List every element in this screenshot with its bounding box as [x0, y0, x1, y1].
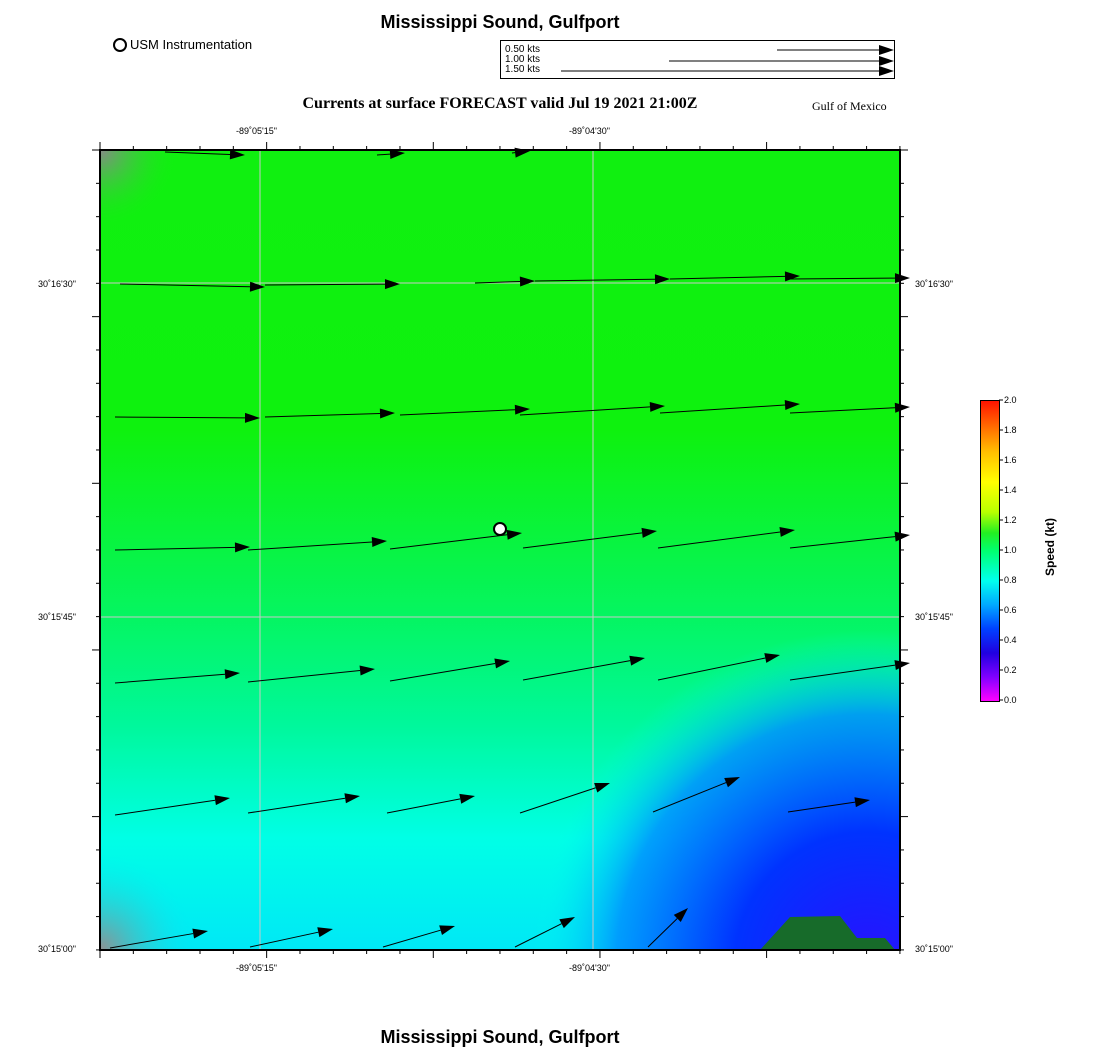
- current-vector-head-1-5: [895, 273, 910, 283]
- cb-label-0: 2.0: [1004, 395, 1017, 405]
- cb-label-9: 0.2: [1004, 665, 1017, 675]
- region-label: Gulf of Mexico: [812, 99, 887, 113]
- cb-label-2: 1.6: [1004, 455, 1017, 465]
- lon-tick-top-1: -89˚04'30": [569, 126, 610, 136]
- cb-label-1: 1.8: [1004, 425, 1017, 435]
- cb-label-4: 1.2: [1004, 515, 1017, 525]
- scale-arrowhead-1: [879, 56, 894, 66]
- scale-label-2: 1.50 kts: [505, 64, 541, 75]
- lat-tick-right-0: 30˚16'30": [915, 279, 953, 289]
- footer-title: Mississippi Sound, Gulfport: [380, 1027, 620, 1047]
- cb-label-3: 1.4: [1004, 485, 1017, 495]
- colorbar-title: Speed (kt): [1043, 518, 1057, 577]
- current-map: [90, 140, 912, 962]
- current-vector-head-4-5: [894, 660, 910, 670]
- scale-label-1: 1.00 kts: [505, 54, 541, 65]
- current-vector-head-2-5: [895, 403, 910, 413]
- corner-shade-bottom-left: [100, 150, 900, 950]
- current-vector-head-3-5: [895, 532, 910, 542]
- scale-arrowhead-0: [879, 45, 894, 55]
- lat-tick-left-0: 30˚16'30": [38, 279, 76, 289]
- forecast-subtitle: Currents at surface FORECAST valid Jul 19 2021 21:00Z: [302, 95, 698, 112]
- cb-label-7: 0.6: [1004, 605, 1017, 615]
- station-circle-icon: [113, 38, 127, 52]
- map-title: Mississippi Sound, Gulfport: [380, 12, 620, 32]
- lat-tick-right-1: 30˚15'45": [915, 612, 953, 622]
- scale-arrowhead-2: [879, 66, 894, 76]
- lat-tick-left-2: 30˚15'00": [38, 944, 76, 954]
- station-legend: [113, 37, 252, 52]
- scale-label-0: 0.50 kts: [505, 44, 541, 55]
- usm-station-marker[interactable]: [494, 523, 506, 535]
- arrow-scale-legend: [500, 40, 895, 79]
- scale-arrows-svg: [501, 41, 894, 78]
- cb-label-6: 0.8: [1004, 575, 1017, 585]
- lon-tick-top-0: -89˚05'15": [236, 126, 277, 136]
- cb-label-5: 1.0: [1004, 545, 1017, 555]
- lat-tick-right-2: 30˚15'00": [915, 944, 953, 954]
- cb-label-8: 0.4: [1004, 635, 1017, 645]
- station-legend-label: USM Instrumentation: [130, 37, 253, 52]
- cb-label-10: 0.0: [1004, 695, 1017, 705]
- lon-tick-bottom-1: -89˚04'30": [569, 963, 610, 973]
- lon-tick-bottom-0: -89˚05'15": [236, 963, 277, 973]
- lat-tick-left-1: 30˚15'45": [38, 612, 76, 622]
